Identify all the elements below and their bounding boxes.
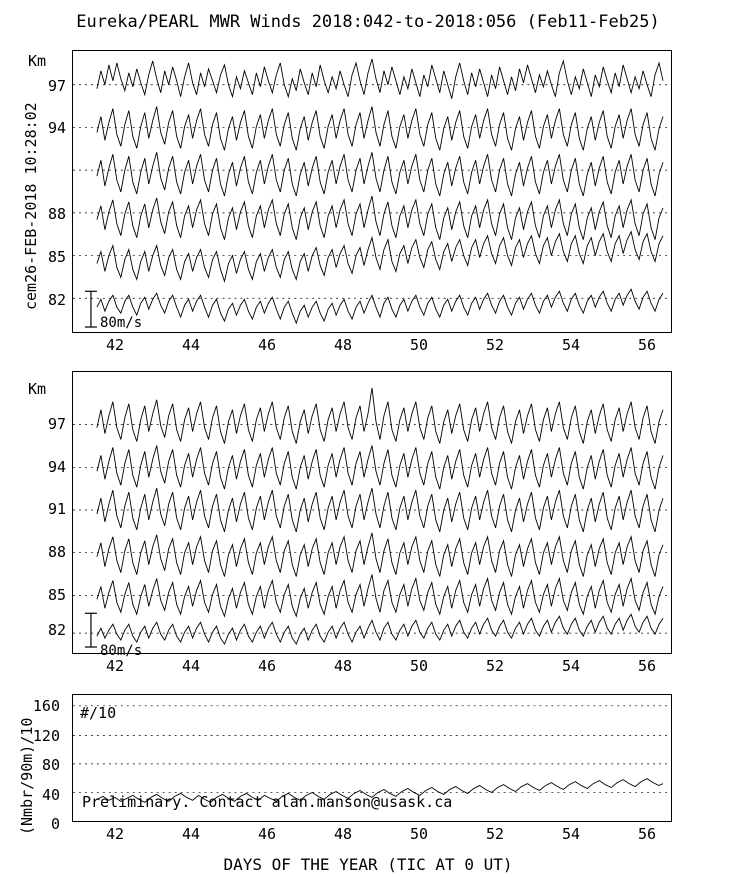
count-xtick-56: 56 [637, 825, 657, 843]
ve-trace-88 [97, 533, 663, 577]
count-ytick-0: 0 [50, 815, 60, 833]
ve-xtick-52: 52 [485, 657, 505, 675]
count-xtick-54: 54 [561, 825, 581, 843]
vn-xtick-46: 46 [257, 336, 277, 354]
vn-xtick-52: 52 [485, 336, 505, 354]
ve-ytick-91: 91 [47, 500, 66, 518]
vn-x-tick-labels [72, 336, 672, 356]
vn-ytick-94: 94 [47, 119, 66, 137]
vn-xtick-56: 56 [637, 336, 657, 354]
vn-unit-label: Km [28, 52, 47, 70]
timestamp-label: cem26-FEB-2018 10:28:02 [22, 102, 40, 310]
ve-xtick-50: 50 [409, 657, 429, 675]
vn-trace-91 [97, 152, 663, 196]
count-ytick-120: 120 [32, 727, 60, 745]
vn-trace-88 [97, 196, 663, 240]
ve-ytick-82: 82 [47, 621, 66, 639]
count-panel-tag: #/10 [80, 704, 117, 722]
count-xtick-50: 50 [409, 825, 429, 843]
ve-x-tick-labels [72, 657, 672, 677]
vn-trace-82 [97, 289, 663, 323]
vn-trace-94 [97, 107, 663, 151]
ve-gridlines [73, 425, 671, 634]
vn-traces [97, 59, 663, 323]
count-axis-label: (Nmbr/90m)/10 [18, 717, 36, 835]
vn-trace-85 [97, 232, 663, 282]
ve-xtick-56: 56 [637, 657, 657, 675]
chart-panel-vn [72, 50, 672, 333]
count-xtick-46: 46 [257, 825, 277, 843]
vn-scalebar-label: 80m/s [100, 315, 143, 331]
count-xtick-42: 42 [105, 825, 125, 843]
ve-scalebar-label: 80m/s [100, 643, 143, 659]
ve-scalebar [85, 613, 97, 647]
ve-ytick-97: 97 [47, 415, 66, 433]
chart-panel-ve [72, 371, 672, 654]
vn-xtick-48: 48 [333, 336, 353, 354]
count-xtick-44: 44 [181, 825, 201, 843]
vn-ytick-85: 85 [47, 248, 66, 266]
vn-xtick-44: 44 [181, 336, 201, 354]
footnote-contact: Preliminary. Contact alan.manson@usask.ca [82, 793, 453, 811]
ve-ytick-94: 94 [47, 458, 66, 476]
ve-traces [97, 388, 663, 644]
ve-xtick-44: 44 [181, 657, 201, 675]
ve-plot-svg [73, 372, 671, 653]
count-ytick-80: 80 [41, 756, 60, 774]
count-xtick-48: 48 [333, 825, 353, 843]
vn-ytick-97: 97 [47, 77, 66, 95]
vn-ytick-88: 88 [47, 205, 66, 223]
vn-plot-svg [73, 51, 671, 332]
ve-xtick-42: 42 [105, 657, 125, 675]
count-ytick-40: 40 [41, 786, 60, 804]
count-xtick-52: 52 [485, 825, 505, 843]
count-ytick-160: 160 [32, 697, 60, 715]
ve-xtick-46: 46 [257, 657, 277, 675]
vn-trace-97 [97, 59, 663, 99]
vn-xtick-54: 54 [561, 336, 581, 354]
ve-trace-82 [97, 614, 663, 644]
x-axis-title: DAYS OF THE YEAR (TIC AT 0 UT) [223, 855, 513, 874]
ve-xtick-48: 48 [333, 657, 353, 675]
vn-scalebar [85, 291, 97, 327]
vn-ytick-82: 82 [47, 291, 66, 309]
ve-ytick-88: 88 [47, 543, 66, 561]
ve-xtick-54: 54 [561, 657, 581, 675]
count-x-tick-labels [72, 825, 672, 845]
vn-gridlines [73, 85, 671, 298]
count-gridlines [73, 706, 671, 793]
page-title: Eureka/PEARL MWR Winds 2018:042-to-2018:056 (Feb11-Feb25) [76, 12, 660, 32]
vn-xtick-42: 42 [105, 336, 125, 354]
ve-ytick-85: 85 [47, 586, 66, 604]
vn-xtick-50: 50 [409, 336, 429, 354]
ve-unit-label: Km [28, 380, 47, 398]
ve-trace-97 [97, 388, 663, 444]
